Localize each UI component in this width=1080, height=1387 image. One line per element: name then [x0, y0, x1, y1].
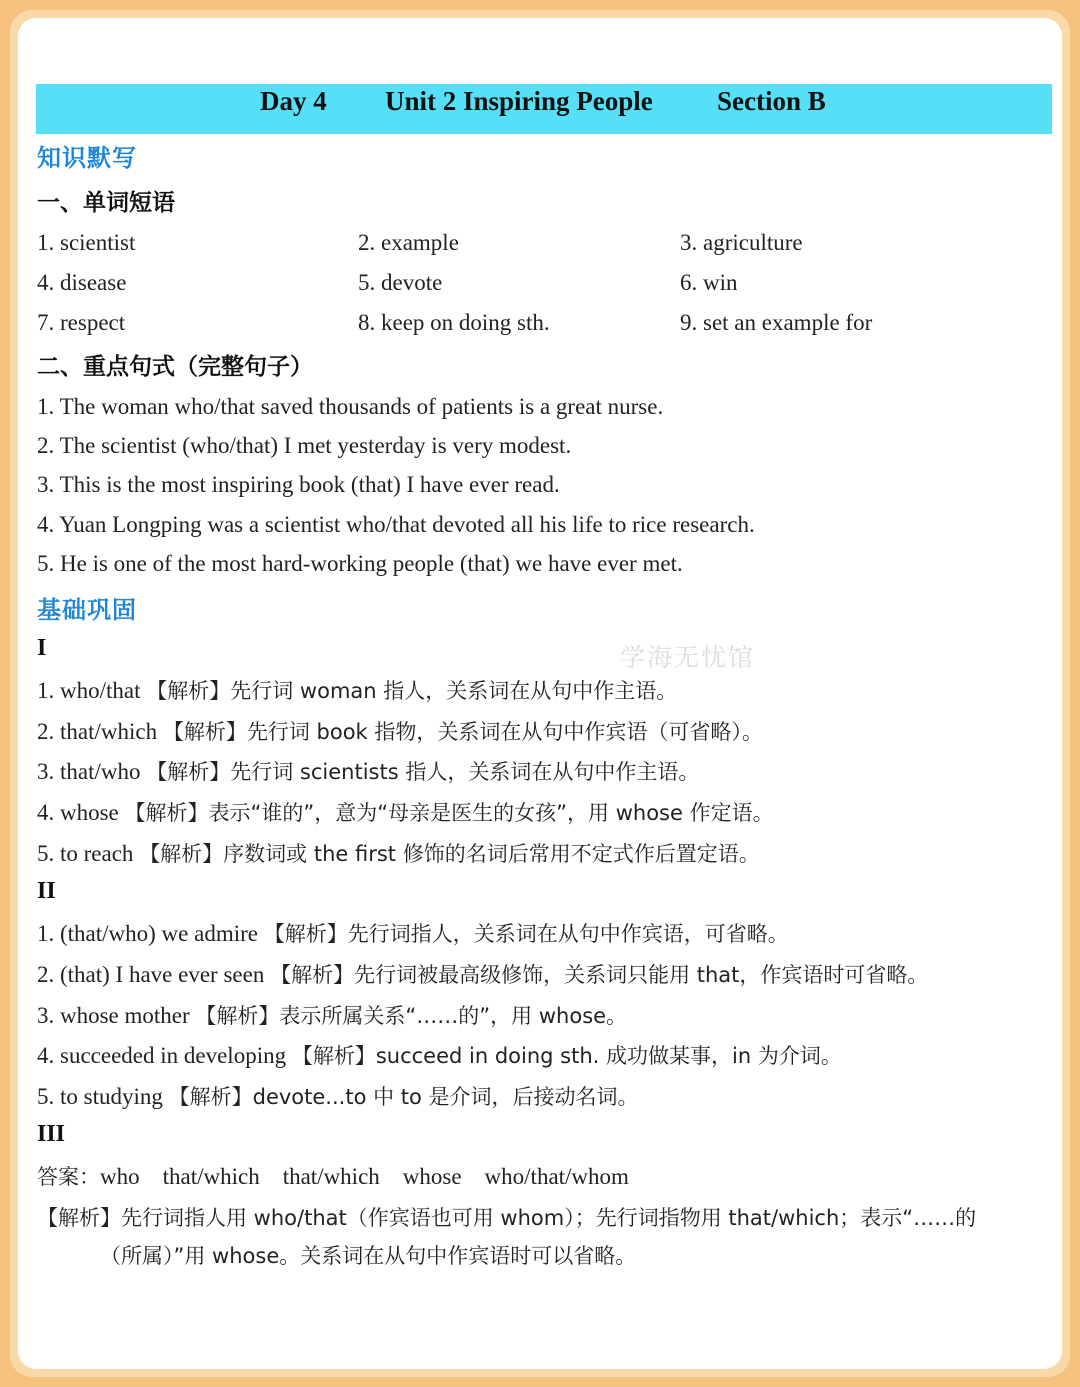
unit-title: Unit 2 Inspiring People [385, 86, 653, 116]
answer-analysis: 【解析】先行词 woman 指人，关系词在从句中作主语。 [146, 679, 678, 703]
answer-en: 1. who/that [37, 678, 147, 703]
sentence-item: 2. The scientist (who/that) I met yesterday is very modest. [37, 433, 572, 458]
part1-title: 知识默写 [37, 144, 137, 172]
answer-analysis: 【解析】表示所属关系“……的”，用 whose。 [195, 1004, 628, 1028]
answer-en: 4. succeeded in developing [37, 1043, 292, 1068]
word-item: 8. keep on doing sth. [358, 310, 550, 335]
answer-en: 1. (that/who) we admire [37, 921, 264, 946]
sentence-item: 5. He is one of the most hard-working people (that) we have ever met. [37, 551, 683, 576]
day-label: Day 4 [260, 86, 327, 116]
word-item: 9. set an example for [680, 310, 873, 335]
answer-en: 2. (that) I have ever seen [37, 962, 271, 987]
analysis-line: （所属）”用 whose。关系词在从句中作宾语时可以省略。 [100, 1244, 637, 1268]
title-banner [36, 84, 1052, 134]
section-I-label: I [37, 635, 47, 661]
answer-item [37, 1000, 627, 1030]
sentence-item: 3. This is the most inspiring book (that) I have ever read. [37, 472, 560, 497]
answer-item [37, 756, 699, 786]
answer-en: 5. to reach [37, 841, 140, 866]
answer-analysis: 【解析】先行词 scientists 指人，关系词在从句中作主语。 [146, 760, 700, 784]
answer-en: 2. that/which [37, 719, 163, 744]
answer-en: 4. whose [37, 800, 125, 825]
part2-title: 基础巩固 [37, 596, 137, 624]
section-II-label: II [37, 878, 56, 904]
sentences-title: 二、重点句式（完整句子） [37, 354, 313, 380]
sentence-item: 4. Yuan Longping was a scientist who/that devoted all his life to rice research. [37, 512, 755, 537]
answer-en: 3. that/who [37, 759, 147, 784]
answer-item [37, 918, 789, 948]
answer-item [37, 838, 760, 868]
answer-item [37, 959, 928, 989]
answer-analysis: 【解析】序数词或 the first 修饰的名词后常用不定式作后置定语。 [139, 842, 760, 866]
word-item: 7. respect [37, 310, 126, 335]
sentence-item: 1. The woman who/that saved thousands of patients is a great nurse. [37, 394, 664, 419]
answer-en: 5. to studying [37, 1084, 169, 1109]
answer-analysis: 【解析】先行词被最高级修饰，关系词只能用 that，作宾语时可省略。 [270, 963, 929, 987]
word-item: 5. devote [358, 270, 443, 295]
words-title: 一、单词短语 [37, 190, 175, 216]
answer-item [37, 797, 774, 827]
word-item: 6. win [680, 270, 738, 295]
answer-analysis: 【解析】succeed in doing sth. 成功做某事，in 为介词。 [291, 1044, 842, 1068]
watermark: 学海无忧馆 [620, 643, 756, 672]
word-item: 1. scientist [37, 230, 136, 255]
answer-label: 答案： [37, 1165, 100, 1189]
answer-item [37, 1040, 842, 1070]
analysis-line: 【解析】先行词指人用 who/that（作宾语也可用 whom）；先行词指物用 that/which；表示“……的 [37, 1206, 977, 1230]
section-III-label: III [37, 1121, 66, 1147]
word-item: 3. agriculture [680, 230, 803, 255]
answer-analysis: 【解析】先行词 book 指物，关系词在从句中作宾语（可省略）。 [162, 720, 763, 744]
answer-analysis: 【解析】表示“谁的”，意为“母亲是医生的女孩”，用 whose 作定语。 [124, 801, 774, 825]
answer-row [37, 1161, 629, 1191]
section-label: Section B [717, 86, 826, 116]
answer-en: 3. whose mother [37, 1003, 196, 1028]
answer-item [37, 1081, 639, 1111]
answer-item [37, 675, 677, 705]
answer-values: who that/which that/which whose who/that/whom [100, 1164, 629, 1189]
answer-analysis: 【解析】devote...to 中 to 是介词，后接动名词。 [168, 1085, 639, 1109]
answer-item [37, 716, 763, 746]
word-item: 2. example [358, 230, 459, 255]
answer-analysis: 【解析】先行词指人，关系词在从句中作宾语，可省略。 [263, 922, 789, 946]
word-item: 4. disease [37, 270, 127, 295]
